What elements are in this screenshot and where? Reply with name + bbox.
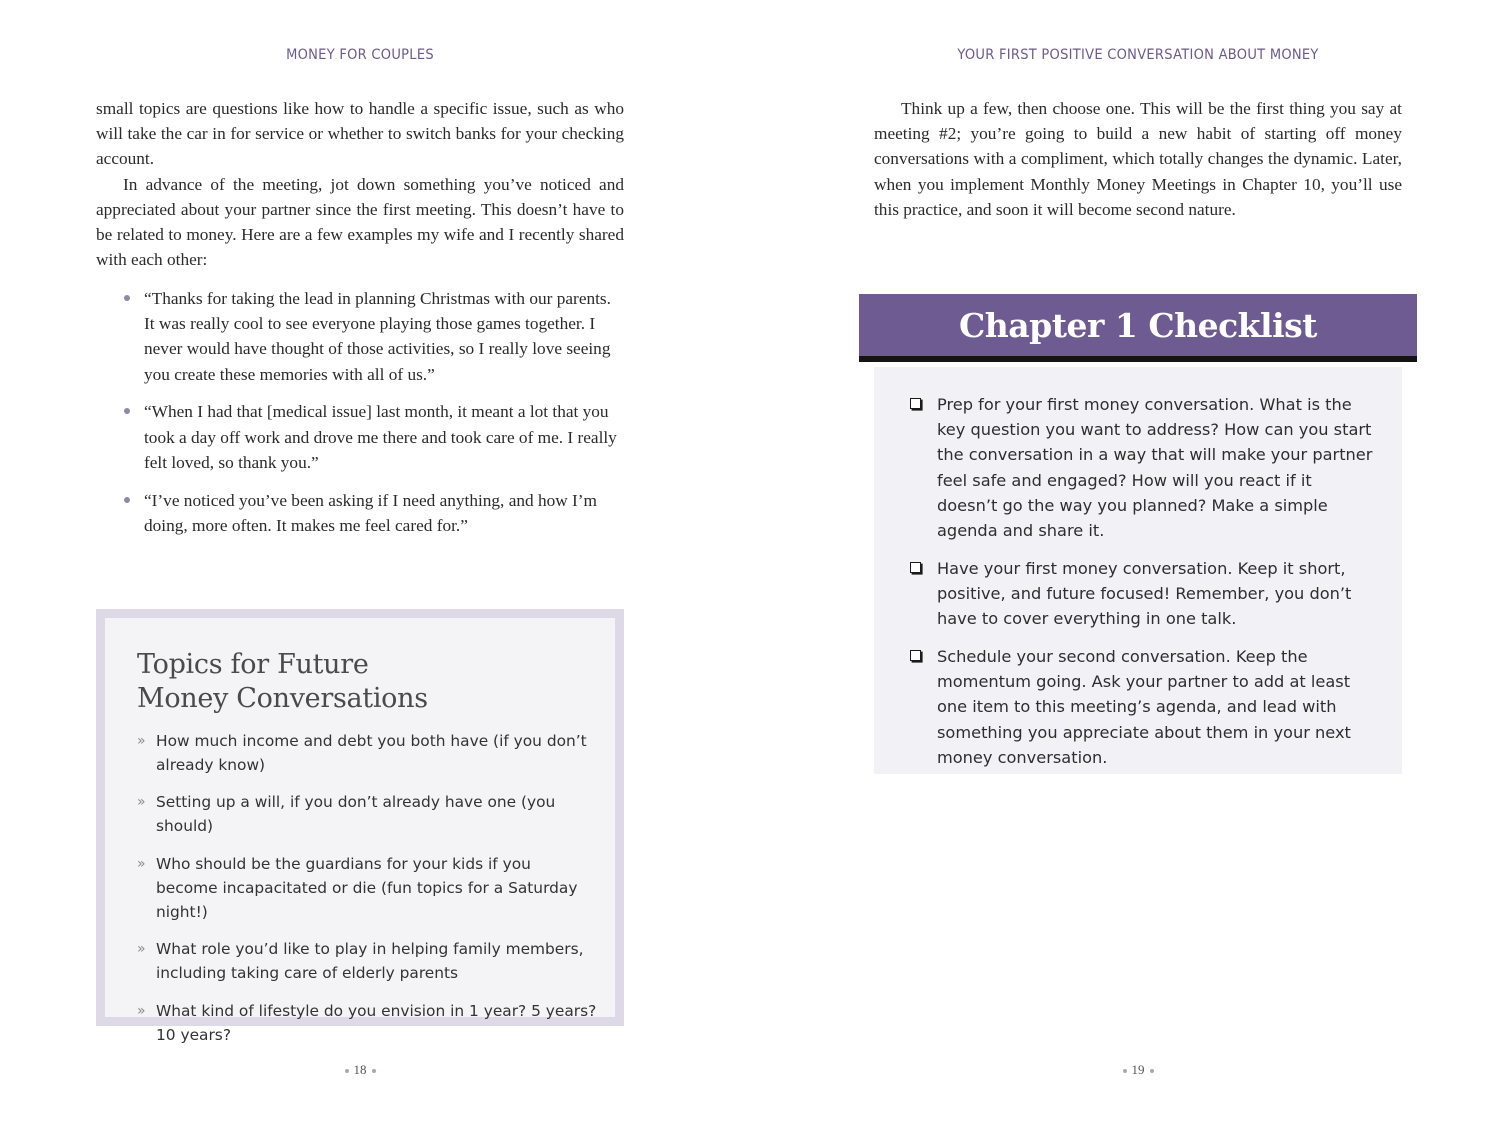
list-item	[122, 399, 622, 475]
page-number-text: 18	[353, 1062, 367, 1077]
checklist-item	[910, 644, 1376, 770]
sidebar-title	[137, 648, 577, 715]
example-list	[122, 286, 622, 551]
list-item	[122, 286, 622, 387]
dot-icon	[372, 1069, 376, 1073]
checklist-header	[859, 294, 1417, 362]
list-item	[122, 488, 622, 538]
checklist-item-text: Have your first money conversation. Keep it short, positive, and future focused! Remember, you don’t have to cover everything in one talk.	[937, 558, 1352, 629]
checklist-item	[910, 556, 1376, 632]
checklist-title: Chapter 1 Checklist	[959, 306, 1317, 345]
list-item	[137, 852, 597, 924]
checklist-item	[910, 392, 1376, 543]
bullet-icon	[124, 408, 130, 414]
list-item-text: Who should be the guardians for your kids if you become incapacitated or die (fun topics for a Saturday night!)	[156, 854, 578, 921]
list-item-text: Setting up a will, if you don’t already have one (you should)	[156, 793, 556, 836]
list-item-text: “When I had that [medical issue] last month, it meant a lot that you took a day off work and drove me there and took care of me. I really felt loved, so thank you.”	[144, 402, 617, 472]
checkbox-icon	[910, 650, 921, 661]
topics-sidebar-inner	[105, 618, 615, 1044]
topics-sidebar	[96, 609, 624, 1044]
topics-list	[137, 729, 597, 1060]
chevron-right-icon: »	[137, 855, 146, 872]
chevron-right-icon: »	[137, 733, 146, 749]
list-item-text: “I’ve noticed you’ve been asking if I need anything, and how I’m doing, more often. It makes me feel cared for.”	[144, 490, 597, 535]
list-item-text: How much income and debt you both have (if you don’t already know)	[156, 732, 587, 774]
paragraph: small topics are questions like how to handle a specific issue, such as who will take the car in for service or whether to switch banks for your checking account.	[96, 99, 624, 169]
right-page	[750, 0, 1500, 1125]
dot-icon	[1123, 1069, 1127, 1073]
checklist-box	[874, 367, 1402, 774]
chevron-right-icon: »	[137, 1002, 146, 1019]
list-item-text: What kind of lifestyle do you envision in 1 year? 5 years? 10 years?	[156, 1001, 597, 1044]
checklist-item-text: Prep for your first money conversation. What is the key question you want to address? How can you start the conversation in a way that will make your partner feel safe and engaged? How will you react if it doesn’t go the way you planned? Make a simple agenda and share it.	[937, 395, 1373, 541]
paragraph: Think up a few, then choose one. This will be the first thing you say at meeting #2; you’re going to build a new habit of starting off money conversations with a compliment, which totally changes the dynamic. Later, when you implement Monthly Money Meetings in Chapter 10, you’ll use this practice, and soon it will become second nature.	[874, 99, 1402, 219]
running-head: YOUR FIRST POSITIVE CONVERSATION ABOUT MONEY	[957, 47, 1319, 63]
body-text	[96, 96, 624, 272]
checklist-item-text: Schedule your second conversation. Keep the momentum going. Ask your partner to add at least one item to this meeting’s agenda, and lead with something you appreciate about them in your next money conversation.	[937, 647, 1351, 767]
sidebar-title-line: Money Conversations	[137, 682, 428, 714]
chevron-right-icon: »	[137, 794, 146, 811]
page-number	[96, 1062, 624, 1078]
list-item	[137, 729, 597, 777]
checkbox-icon	[910, 398, 921, 409]
checklist	[910, 392, 1376, 783]
page-number-text: 19	[1131, 1062, 1145, 1077]
list-item-text: What role you’d like to play in helping family members, including taking care of elderly parents	[156, 940, 584, 983]
bullet-icon	[124, 295, 130, 301]
running-head: MONEY FOR COUPLES	[286, 47, 434, 63]
dot-icon	[1150, 1069, 1154, 1073]
chevron-right-icon: »	[137, 941, 146, 958]
list-item	[137, 999, 597, 1047]
dot-icon	[345, 1069, 349, 1073]
list-item-text: “Thanks for taking the lead in planning Christmas with our parents. It was really cool to see everyone playing those games together. I never would have thought of those activities, so I really love seeing you create these memories with all of us.”	[144, 289, 611, 384]
paragraph: In advance of the meeting, jot down something you’ve noticed and appreciated about your partner since the first meeting. This doesn’t have to be related to money. Here are a few examples my wife and I recently shared with each other:	[96, 174, 624, 270]
list-item	[137, 937, 597, 985]
bullet-icon	[124, 497, 130, 503]
body-text	[874, 96, 1402, 222]
page-number	[874, 1062, 1402, 1078]
checkbox-icon	[910, 562, 921, 573]
sidebar-title-line: Topics for Future	[137, 649, 369, 680]
list-item	[137, 790, 597, 838]
